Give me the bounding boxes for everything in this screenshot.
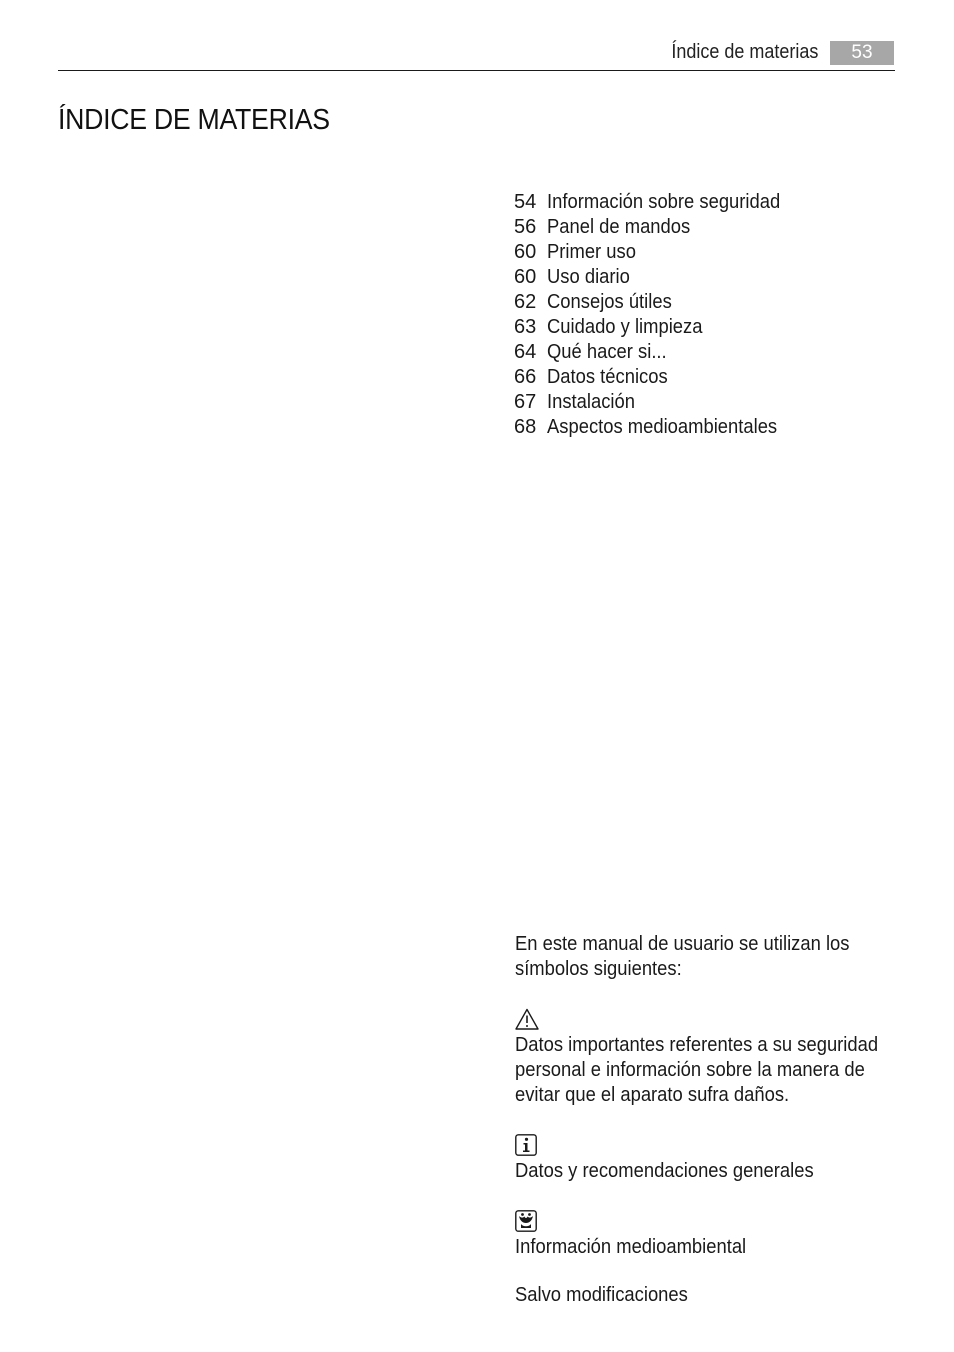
info-text xyxy=(515,1159,895,1184)
toc-label: Panel de mandos xyxy=(547,216,691,238)
table-of-contents xyxy=(514,190,894,440)
intro-text xyxy=(515,932,895,982)
warning-line: personal e información sobre la manera de xyxy=(515,1059,865,1081)
environment-icon xyxy=(515,1210,537,1232)
toc-entry[interactable] xyxy=(514,365,894,390)
environment-text xyxy=(515,1235,895,1260)
toc-label: Qué hacer si... xyxy=(547,341,667,363)
toc-page: 67 xyxy=(514,391,537,413)
toc-label: Consejos útiles xyxy=(547,291,672,313)
toc-entry[interactable] xyxy=(514,265,894,290)
toc-entry[interactable] xyxy=(514,415,894,440)
toc-entry[interactable] xyxy=(514,290,894,315)
toc-page: 66 xyxy=(514,366,537,388)
page-number: 53 xyxy=(830,41,894,65)
toc-page: 62 xyxy=(514,291,537,313)
toc-label: Instalación xyxy=(547,391,635,413)
warning-line: evitar que el aparato sufra daños. xyxy=(515,1084,790,1106)
footer-note-text: Salvo modificaciones xyxy=(515,1284,688,1306)
info-icon xyxy=(515,1134,537,1156)
toc-page: 60 xyxy=(514,266,537,288)
warning-text xyxy=(515,1033,895,1108)
toc-label: Primer uso xyxy=(547,241,636,263)
intro-line: símbolos siguientes: xyxy=(515,958,682,980)
toc-label: Uso diario xyxy=(547,266,630,288)
toc-page: 64 xyxy=(514,341,537,363)
intro-line: En este manual de usuario se utilizan los xyxy=(515,933,850,955)
toc-label: Cuidado y limpieza xyxy=(547,316,703,338)
toc-page: 60 xyxy=(514,241,537,263)
toc-entry[interactable] xyxy=(514,190,894,215)
toc-entry[interactable] xyxy=(514,240,894,265)
footer-note xyxy=(515,1283,895,1308)
warning-triangle-icon xyxy=(515,1008,539,1030)
toc-page: 56 xyxy=(514,216,537,238)
toc-label: Aspectos medioambientales xyxy=(547,416,778,438)
page-title: ÍNDICE DE MATERIAS xyxy=(58,104,330,136)
warning-line: Datos importantes referentes a su seguridad xyxy=(515,1034,879,1056)
toc-label: Información sobre seguridad xyxy=(547,191,781,213)
header-rule xyxy=(58,70,895,71)
toc-page: 54 xyxy=(514,191,537,213)
toc-entry[interactable] xyxy=(514,215,894,240)
header-section-title: Índice de materias xyxy=(670,41,818,63)
toc-page: 68 xyxy=(514,416,537,438)
toc-entry[interactable] xyxy=(514,390,894,415)
toc-label: Datos técnicos xyxy=(547,366,668,388)
toc-page: 63 xyxy=(514,316,537,338)
info-line: Datos y recomendaciones generales xyxy=(515,1160,814,1182)
environment-line: Información medioambiental xyxy=(515,1236,747,1258)
toc-entry[interactable] xyxy=(514,340,894,365)
toc-entry[interactable] xyxy=(514,315,894,340)
